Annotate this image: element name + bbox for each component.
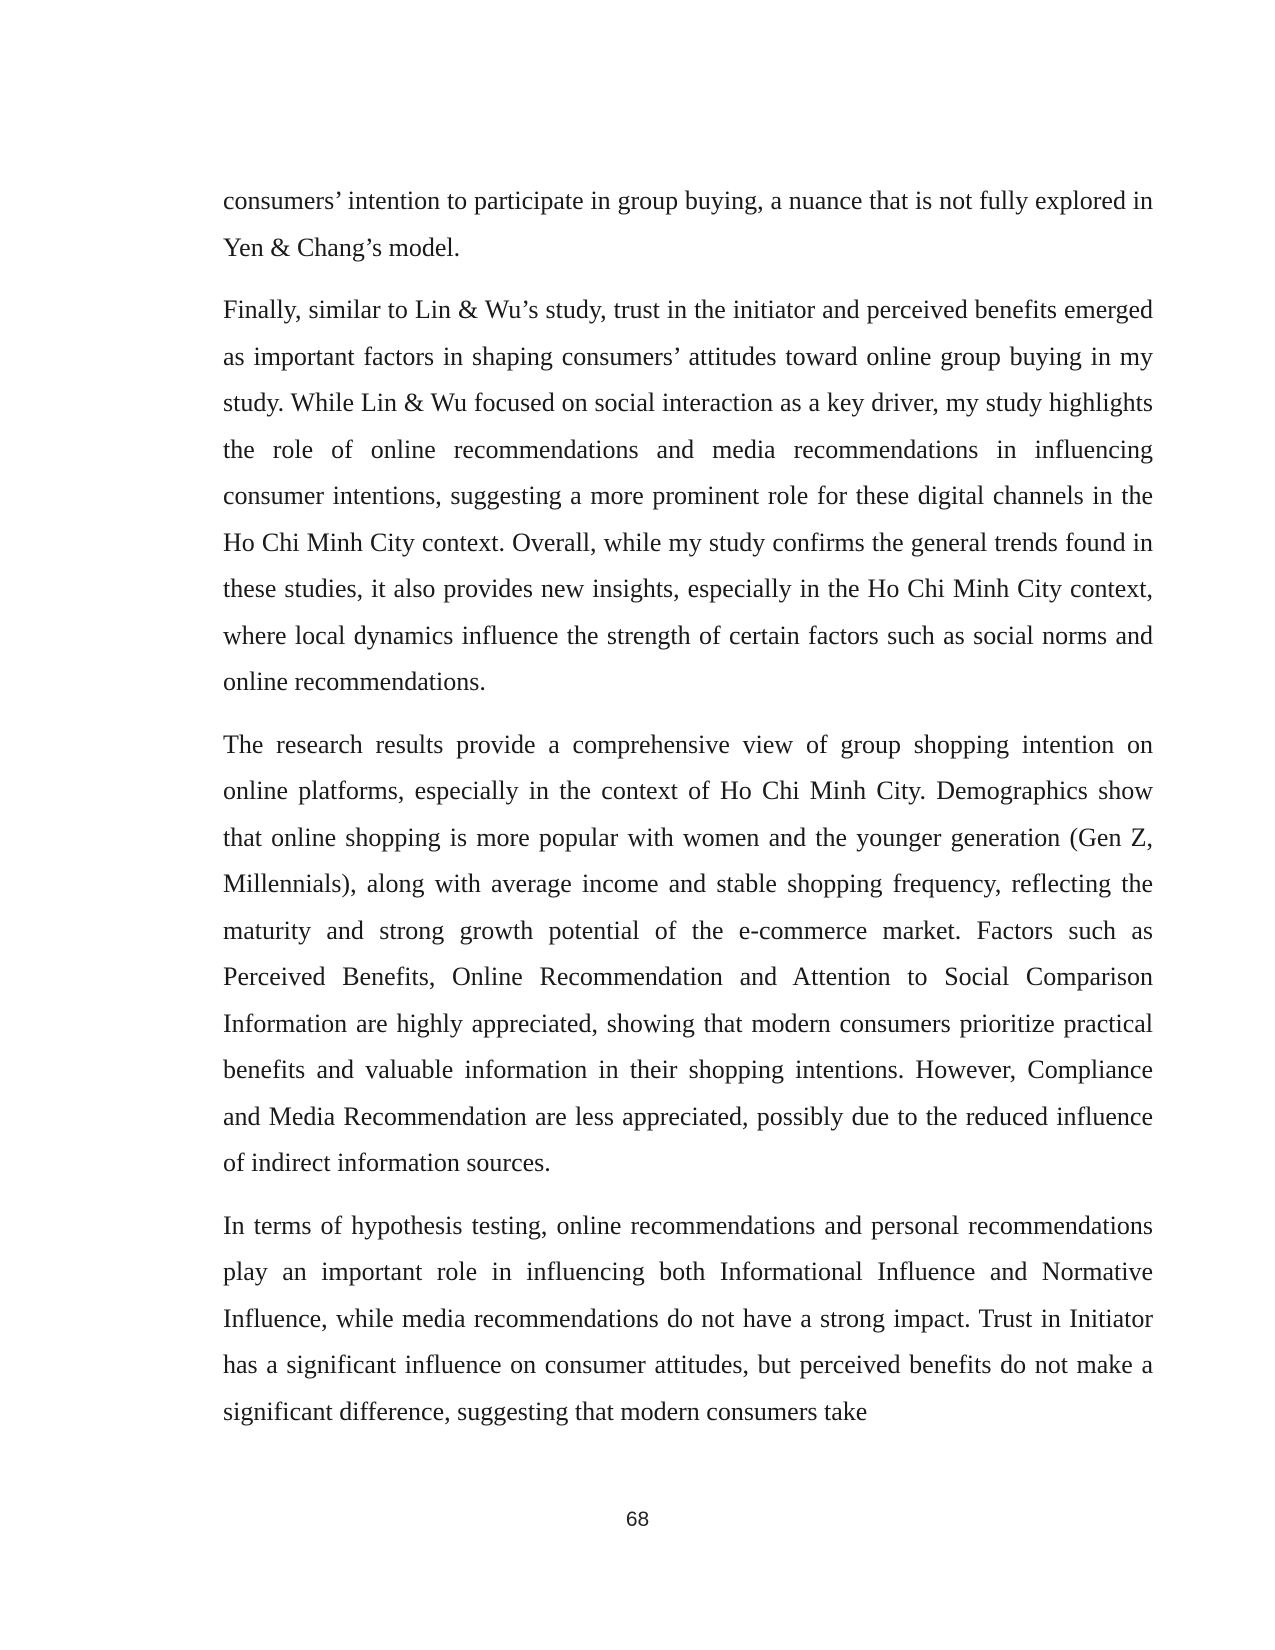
paragraph-2: Finally, similar to Lin & Wu’s study, trust in the initiator and perceived benefits emerged as important factors in shaping consumers’ attitudes toward online group buying in my study. While Lin & Wu focused on social interaction as a key driver, my study highlights the role of online recommendations and media recommendations in influencing consumer intentions, suggesting a more prominent role for these digital channels in the Ho Chi Minh City context. Overall, while my study confirms the general trends found in these studies, it also provides new insights, especially in the Ho Chi Minh City context, where local dynamics influence the strength of certain factors such as social norms and online recommendations. — [223, 295, 1153, 696]
paragraph-4: In terms of hypothesis testing, online recommendations and personal recommendations play an important role in influencing both Informational Influence and Normative Influence, while media recommendations do not have a strong impact. Trust in Initiator has a significant influence on consumer attitudes, but perceived benefits do not make a significant difference, suggesting that modern consumers take — [223, 1210, 1153, 1426]
paragraph-3: The research results provide a comprehensive view of group shopping intention on online platforms, especially in the context of Ho Chi Minh City. Demographics show that online shopping is more popular with women and the younger generation (Gen Z, Millennials), along with average income and stable shopping frequency, reflecting the maturity and strong growth potential of the e-commerce market. Factors such as Perceived Benefits, Online Recommendation and Attention to Social Comparison Information are highly appreciated, showing that modern consumers prioritize practical benefits and valuable information in their shopping intentions. However, Compliance and Media Recommendation are less appreciated, possibly due to the reduced influence of indirect information sources. — [223, 729, 1153, 1177]
page-number: 68 — [625, 1508, 650, 1531]
page-body — [223, 178, 1153, 1451]
paragraph-1: consumers’ intention to participate in group buying, a nuance that is not fully explored in Yen & Chang’s model. — [223, 186, 1153, 262]
